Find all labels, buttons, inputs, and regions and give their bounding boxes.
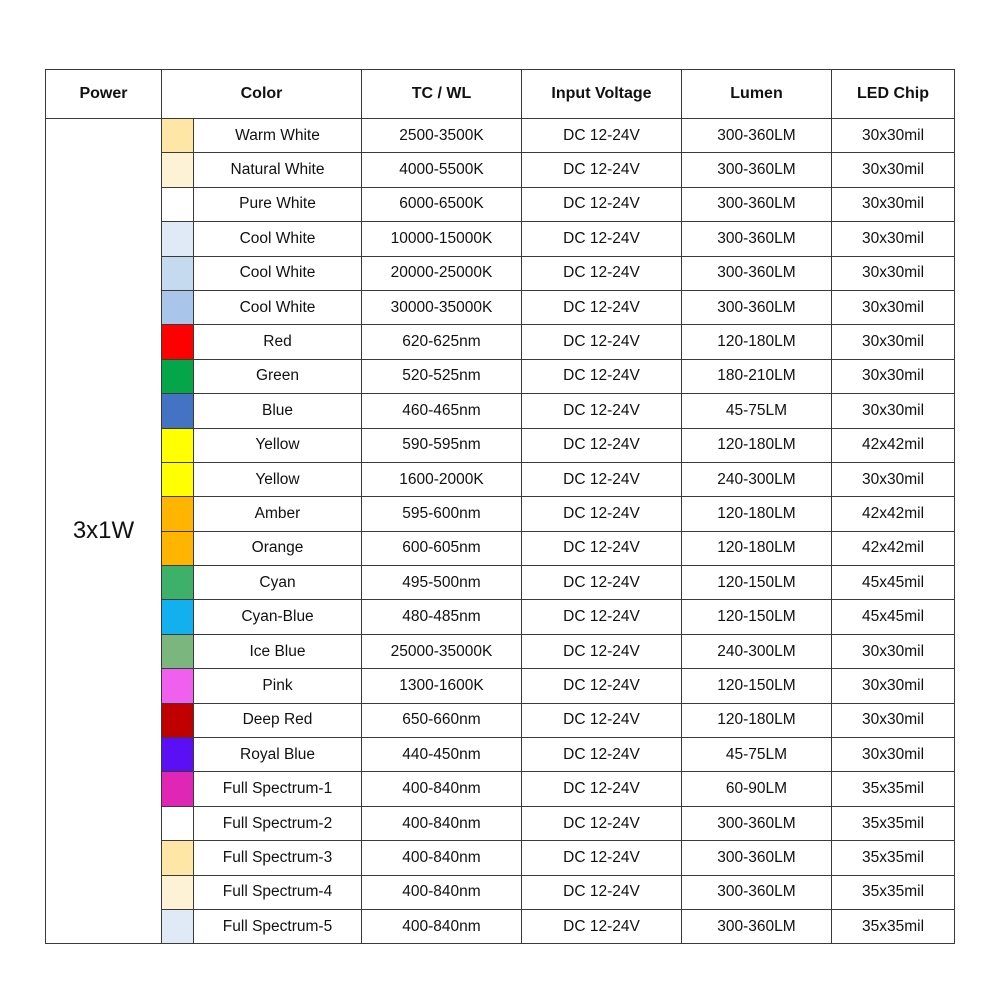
lumen-value: 180-210LM — [682, 359, 832, 393]
lumen-value: 120-180LM — [682, 428, 832, 462]
input-voltage-value: DC 12-24V — [522, 841, 682, 875]
color-swatch-fill — [162, 669, 193, 702]
header-color: Color — [162, 70, 362, 119]
lumen-value: 120-180LM — [682, 703, 832, 737]
input-voltage-value: DC 12-24V — [522, 806, 682, 840]
input-voltage-value: DC 12-24V — [522, 875, 682, 909]
color-swatch-fill — [162, 532, 193, 565]
tc-wl-value: 30000-35000K — [362, 290, 522, 324]
lumen-value: 120-150LM — [682, 669, 832, 703]
led-chip-value: 30x30mil — [832, 222, 955, 256]
color-swatch — [162, 222, 194, 256]
color-name: Blue — [194, 394, 362, 428]
color-swatch — [162, 394, 194, 428]
color-swatch — [162, 187, 194, 221]
color-swatch — [162, 462, 194, 496]
color-name: Yellow — [194, 462, 362, 496]
table-row — [46, 566, 955, 600]
color-swatch-fill — [162, 429, 193, 462]
input-voltage-value: DC 12-24V — [522, 909, 682, 943]
tc-wl-value: 495-500nm — [362, 566, 522, 600]
input-voltage-value: DC 12-24V — [522, 703, 682, 737]
table-row — [46, 841, 955, 875]
color-swatch — [162, 428, 194, 462]
input-voltage-value: DC 12-24V — [522, 669, 682, 703]
tc-wl-value: 520-525nm — [362, 359, 522, 393]
color-name: Cyan-Blue — [194, 600, 362, 634]
color-swatch-fill — [162, 566, 193, 599]
table-row — [46, 600, 955, 634]
lumen-value: 120-180LM — [682, 497, 832, 531]
color-swatch-fill — [162, 807, 193, 840]
tc-wl-value: 6000-6500K — [362, 187, 522, 221]
tc-wl-value: 1300-1600K — [362, 669, 522, 703]
led-chip-value: 30x30mil — [832, 669, 955, 703]
color-name: Yellow — [194, 428, 362, 462]
input-voltage-value: DC 12-24V — [522, 222, 682, 256]
led-chip-value: 30x30mil — [832, 738, 955, 772]
tc-wl-value: 650-660nm — [362, 703, 522, 737]
led-chip-value: 30x30mil — [832, 256, 955, 290]
led-chip-value: 35x35mil — [832, 806, 955, 840]
lumen-value: 45-75LM — [682, 394, 832, 428]
input-voltage-value: DC 12-24V — [522, 187, 682, 221]
tc-wl-value: 460-465nm — [362, 394, 522, 428]
table-row — [46, 634, 955, 668]
color-swatch-fill — [162, 772, 193, 805]
color-swatch-fill — [162, 188, 193, 221]
color-name: Pink — [194, 669, 362, 703]
color-swatch-fill — [162, 325, 193, 358]
lumen-value: 300-360LM — [682, 909, 832, 943]
color-swatch-fill — [162, 704, 193, 737]
color-swatch — [162, 909, 194, 943]
table-row — [46, 290, 955, 324]
lumen-value: 300-360LM — [682, 222, 832, 256]
color-name: Cool White — [194, 290, 362, 324]
header-power: Power — [46, 70, 162, 119]
color-name: Green — [194, 359, 362, 393]
lumen-value: 120-180LM — [682, 531, 832, 565]
color-name: Cool White — [194, 222, 362, 256]
color-name: Full Spectrum-2 — [194, 806, 362, 840]
tc-wl-value: 4000-5500K — [362, 153, 522, 187]
input-voltage-value: DC 12-24V — [522, 772, 682, 806]
lumen-value: 300-360LM — [682, 153, 832, 187]
color-swatch — [162, 256, 194, 290]
led-spec-table — [45, 69, 955, 944]
color-swatch — [162, 600, 194, 634]
lumen-value: 120-150LM — [682, 600, 832, 634]
color-name: Amber — [194, 497, 362, 531]
tc-wl-value: 620-625nm — [362, 325, 522, 359]
led-chip-value: 30x30mil — [832, 187, 955, 221]
tc-wl-value: 2500-3500K — [362, 119, 522, 153]
color-swatch — [162, 290, 194, 324]
color-swatch — [162, 703, 194, 737]
color-swatch — [162, 497, 194, 531]
led-chip-value: 30x30mil — [832, 290, 955, 324]
table-body — [46, 119, 955, 944]
lumen-value: 300-360LM — [682, 256, 832, 290]
table-row — [46, 256, 955, 290]
input-voltage-value: DC 12-24V — [522, 290, 682, 324]
led-chip-value: 30x30mil — [832, 462, 955, 496]
color-swatch — [162, 634, 194, 668]
table-row — [46, 325, 955, 359]
color-swatch — [162, 325, 194, 359]
color-swatch — [162, 359, 194, 393]
led-chip-value: 30x30mil — [832, 394, 955, 428]
color-swatch-fill — [162, 635, 193, 668]
table-row — [46, 497, 955, 531]
input-voltage-value: DC 12-24V — [522, 566, 682, 600]
lumen-value: 45-75LM — [682, 738, 832, 772]
color-swatch-fill — [162, 119, 193, 152]
color-swatch — [162, 119, 194, 153]
led-chip-value: 30x30mil — [832, 634, 955, 668]
tc-wl-value: 400-840nm — [362, 875, 522, 909]
input-voltage-value: DC 12-24V — [522, 325, 682, 359]
lumen-value: 60-90LM — [682, 772, 832, 806]
color-name: Orange — [194, 531, 362, 565]
color-swatch-fill — [162, 738, 193, 771]
color-swatch-fill — [162, 291, 193, 324]
color-swatch-fill — [162, 257, 193, 290]
led-chip-value: 45x45mil — [832, 600, 955, 634]
tc-wl-value: 400-840nm — [362, 909, 522, 943]
color-swatch — [162, 875, 194, 909]
table-row — [46, 806, 955, 840]
color-swatch — [162, 772, 194, 806]
color-swatch-fill — [162, 497, 193, 530]
color-name: Pure White — [194, 187, 362, 221]
tc-wl-value: 590-595nm — [362, 428, 522, 462]
color-name: Cyan — [194, 566, 362, 600]
color-name: Cool White — [194, 256, 362, 290]
table-row — [46, 394, 955, 428]
tc-wl-value: 440-450nm — [362, 738, 522, 772]
color-swatch-fill — [162, 222, 193, 255]
color-swatch-fill — [162, 600, 193, 633]
tc-wl-value: 1600-2000K — [362, 462, 522, 496]
lumen-value: 300-360LM — [682, 806, 832, 840]
input-voltage-value: DC 12-24V — [522, 531, 682, 565]
table-row — [46, 531, 955, 565]
input-voltage-value: DC 12-24V — [522, 497, 682, 531]
color-swatch — [162, 738, 194, 772]
color-swatch — [162, 669, 194, 703]
color-swatch — [162, 531, 194, 565]
table-row — [46, 222, 955, 256]
input-voltage-value: DC 12-24V — [522, 634, 682, 668]
lumen-value: 300-360LM — [682, 841, 832, 875]
tc-wl-value: 400-840nm — [362, 841, 522, 875]
led-chip-value: 30x30mil — [832, 325, 955, 359]
lumen-value: 120-150LM — [682, 566, 832, 600]
color-name: Natural White — [194, 153, 362, 187]
led-chip-value: 45x45mil — [832, 566, 955, 600]
table-row — [46, 669, 955, 703]
input-voltage-value: DC 12-24V — [522, 738, 682, 772]
tc-wl-value: 400-840nm — [362, 772, 522, 806]
header-input-voltage: Input Voltage — [522, 70, 682, 119]
input-voltage-value: DC 12-24V — [522, 256, 682, 290]
led-chip-value: 35x35mil — [832, 841, 955, 875]
input-voltage-value: DC 12-24V — [522, 600, 682, 634]
color-name: Royal Blue — [194, 738, 362, 772]
color-swatch-fill — [162, 841, 193, 874]
led-chip-value: 35x35mil — [832, 772, 955, 806]
color-swatch-fill — [162, 394, 193, 427]
lumen-value: 240-300LM — [682, 634, 832, 668]
led-chip-value: 30x30mil — [832, 119, 955, 153]
header-led-chip: LED Chip — [832, 70, 955, 119]
input-voltage-value: DC 12-24V — [522, 119, 682, 153]
power-value: 3x1W — [46, 119, 162, 944]
table-row — [46, 359, 955, 393]
tc-wl-value: 600-605nm — [362, 531, 522, 565]
table-row — [46, 703, 955, 737]
lumen-value: 300-360LM — [682, 119, 832, 153]
color-name: Ice Blue — [194, 634, 362, 668]
tc-wl-value: 480-485nm — [362, 600, 522, 634]
tc-wl-value: 25000-35000K — [362, 634, 522, 668]
table-row — [46, 187, 955, 221]
table-row — [46, 119, 955, 153]
input-voltage-value: DC 12-24V — [522, 153, 682, 187]
color-swatch-fill — [162, 876, 193, 909]
color-swatch-fill — [162, 360, 193, 393]
color-swatch-fill — [162, 910, 193, 943]
led-chip-value: 30x30mil — [832, 359, 955, 393]
input-voltage-value: DC 12-24V — [522, 462, 682, 496]
table-row — [46, 738, 955, 772]
color-name: Full Spectrum-4 — [194, 875, 362, 909]
color-swatch — [162, 841, 194, 875]
color-name: Full Spectrum-3 — [194, 841, 362, 875]
led-chip-value: 42x42mil — [832, 497, 955, 531]
input-voltage-value: DC 12-24V — [522, 428, 682, 462]
header-tc-wl: TC / WL — [362, 70, 522, 119]
color-swatch — [162, 566, 194, 600]
led-chip-value: 30x30mil — [832, 153, 955, 187]
lumen-value: 300-360LM — [682, 290, 832, 324]
lumen-value: 300-360LM — [682, 187, 832, 221]
color-name: Red — [194, 325, 362, 359]
tc-wl-value: 20000-25000K — [362, 256, 522, 290]
table-row — [46, 428, 955, 462]
led-chip-value: 30x30mil — [832, 703, 955, 737]
table-row — [46, 462, 955, 496]
lumen-value: 120-180LM — [682, 325, 832, 359]
color-name: Full Spectrum-5 — [194, 909, 362, 943]
header-lumen: Lumen — [682, 70, 832, 119]
input-voltage-value: DC 12-24V — [522, 394, 682, 428]
tc-wl-value: 595-600nm — [362, 497, 522, 531]
input-voltage-value: DC 12-24V — [522, 359, 682, 393]
led-chip-value: 42x42mil — [832, 531, 955, 565]
led-chip-value: 35x35mil — [832, 875, 955, 909]
table-row — [46, 153, 955, 187]
tc-wl-value: 10000-15000K — [362, 222, 522, 256]
color-swatch — [162, 153, 194, 187]
color-swatch — [162, 806, 194, 840]
led-chip-value: 35x35mil — [832, 909, 955, 943]
table-row — [46, 772, 955, 806]
color-swatch-fill — [162, 153, 193, 186]
color-name: Deep Red — [194, 703, 362, 737]
header-row — [46, 70, 955, 119]
led-chip-value: 42x42mil — [832, 428, 955, 462]
table-row — [46, 875, 955, 909]
table-row — [46, 909, 955, 943]
tc-wl-value: 400-840nm — [362, 806, 522, 840]
color-swatch-fill — [162, 463, 193, 496]
color-name: Warm White — [194, 119, 362, 153]
lumen-value: 240-300LM — [682, 462, 832, 496]
lumen-value: 300-360LM — [682, 875, 832, 909]
color-name: Full Spectrum-1 — [194, 772, 362, 806]
